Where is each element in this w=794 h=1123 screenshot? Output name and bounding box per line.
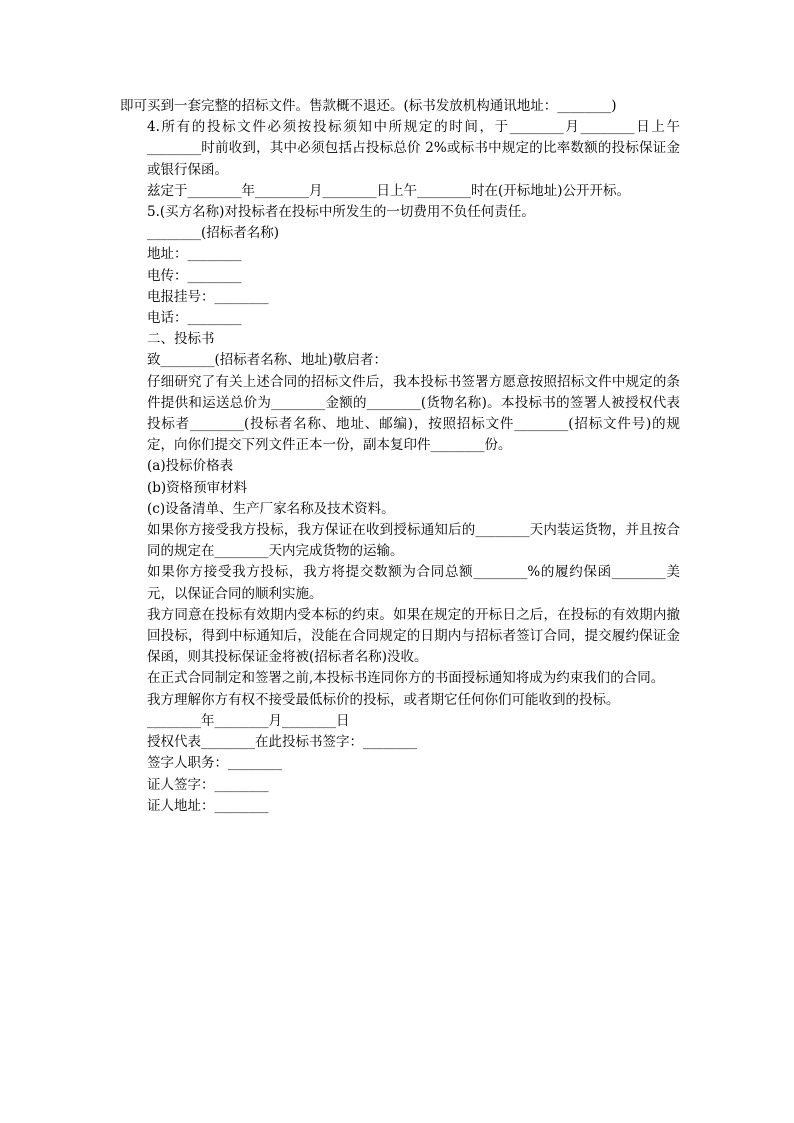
phone-line: 电话：________ xyxy=(147,310,242,327)
clause-5-line: 5.(买方名称)对投标者在投标中所发生的一切费用不负任何责任。 xyxy=(147,204,535,221)
signer-title-line: 签字人职务：________ xyxy=(147,755,282,772)
section-2-heading: 二、投标书 xyxy=(147,331,215,348)
item-b-line: (b)资格预审材料 xyxy=(147,479,248,496)
salutation-line: 致________(招标者名称、地址)敬启者： xyxy=(147,352,388,369)
clause-4-para: 4.所有的投标文件必须按投标须知中所规定的时间，于________月________日上午________时前收到，其中必须包括占投标总价 2%或标书中规定的比率数额的投标保证金或银行保函。 xyxy=(147,119,680,178)
representative-line: 授权代表________在此投标书签字：________ xyxy=(147,734,417,751)
contract-para: 在正式合同制定和签署之前,本投标书连同你方的书面授标通知将成为约束我们的合同。 xyxy=(147,670,665,687)
fax-line: 电传：________ xyxy=(147,267,242,284)
witness-sign-line: 证人签字：________ xyxy=(147,776,269,793)
lowest-price-para: 我方理解你方有权不接受最低标价的投标，或者期它任何你们可能收到的投标。 xyxy=(147,691,620,708)
validity-para: 我方同意在投标有效期内受本标的约束。如果在规定的开标日之后，在投标的有效期内撤回投标，得到中标通知后，没能在合同规定的日期内与招标者签订合同，提交履约保证金保函，则其投标保证金将被(招标者名称)没收。 xyxy=(147,606,680,666)
bidder-name-line: ________(招标者名称) xyxy=(147,225,280,242)
performance-bond-para: 如果你方接受我方投标，我方将提交数额为合同总额________%的履约保函________美元，以保证合同的顺利实施。 xyxy=(147,564,680,602)
date-line: ________年________月________日 xyxy=(147,712,350,729)
delivery-para: 如果你方接受我方投标，我方保证在收到授标通知后的________天内装运货物，并且按合同的规定在________天内完成货物的运输。 xyxy=(147,522,680,560)
opening-time-line: 兹定于________年________月________日上午________时在(开标地址)公开开标。 xyxy=(147,182,631,199)
purchase-note-line: 即可买到一套完整的招标文件。售款概不退还。(标书发放机构通讯地址：________) xyxy=(120,98,617,114)
document-body xyxy=(120,96,680,817)
address-line: 地址：________ xyxy=(147,246,242,263)
witness-address-line: 证人地址：________ xyxy=(147,797,269,814)
cable-line: 电报挂号：________ xyxy=(147,288,269,305)
bid-intro-para: 仔细研究了有关上述合同的招标文件后，我本投标书签署方愿意按照招标文件中规定的条件提供和运送总价为________金额的________(货物名称)。本投标书的签署人被授权代表投标者________(投标者名称、地址、邮编)，按照招标文件________(招标文件号)的规定，向你们提交下列文件正本一份，副本复印件________份。 xyxy=(147,373,680,454)
item-a-line: (a)投标价格表 xyxy=(147,458,234,475)
item-c-line: (c)设备清单、生产厂家名称及技术资料。 xyxy=(147,500,395,517)
